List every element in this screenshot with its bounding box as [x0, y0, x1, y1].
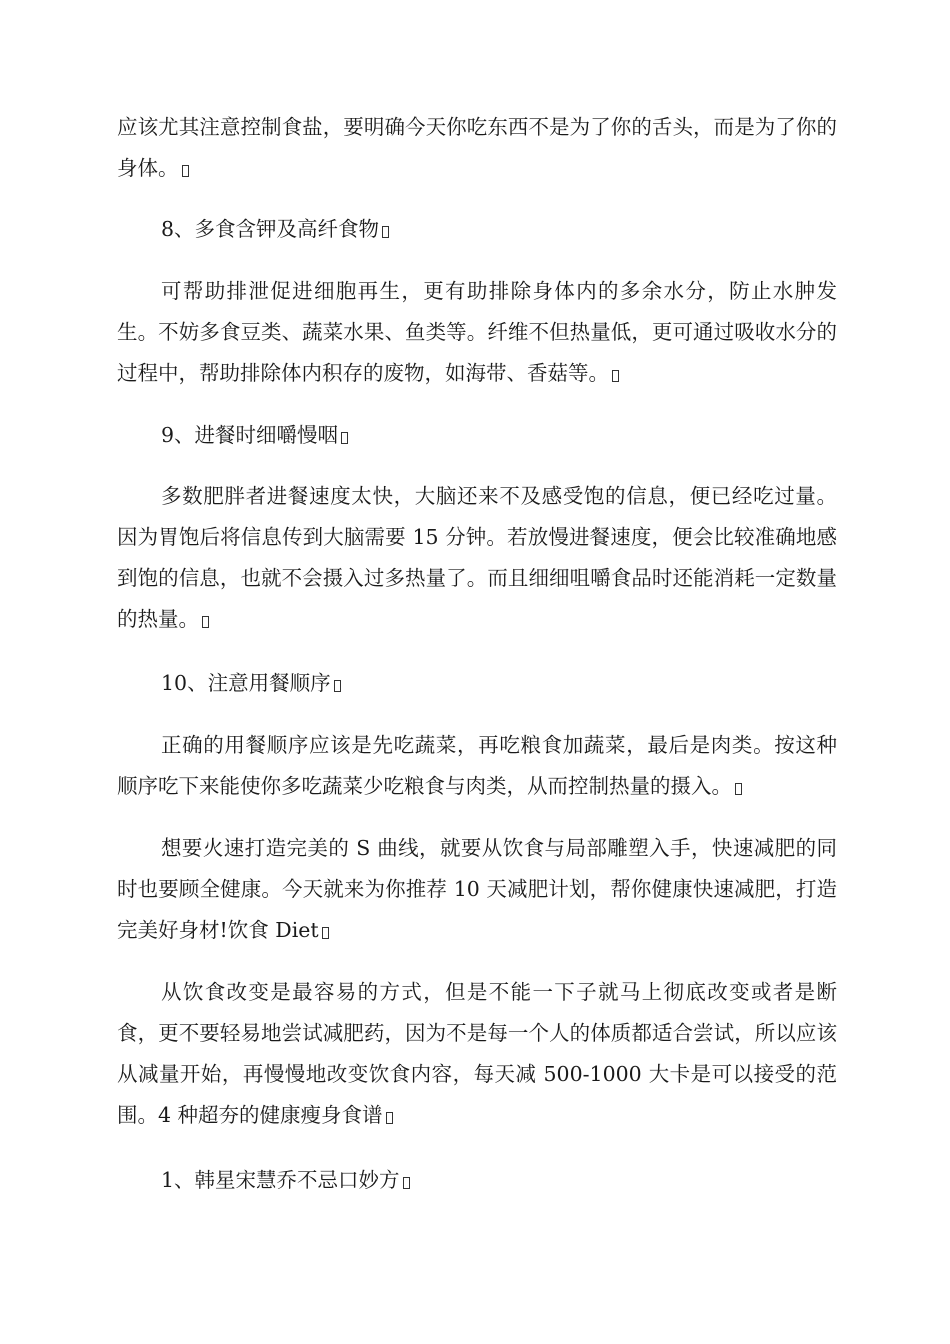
paragraph-mark-icon: [341, 432, 348, 444]
paragraph-mark-icon: [334, 680, 341, 692]
paragraph-8: 可帮助排泄促进细胞再生，更有助排除身体内的多余水分，防止水肿发生。不妨多食豆类、蔬菜水果、鱼类等。纤维不但热量低，更可通过吸收水分的过程中，帮助排除体内积存的废物，如海带、香菇等。: [117, 279, 837, 385]
paragraph-mark-icon: [735, 783, 742, 795]
heading-9: 9、进餐时细嚼慢咽: [117, 415, 837, 456]
paragraph-9: 多数肥胖者进餐速度太快，大脑还来不及感受饱的信息，便已经吃过量。因为胃饱后将信息传到大脑需要 15 分钟。若放慢进餐速度，便会比较准确地感到饱的信息，也就不会摄入过多热量了。而且细细咀嚼食品时还能消耗一定数量的热量。: [117, 484, 837, 631]
paragraph-mark-icon: [403, 1177, 410, 1189]
heading-8: 8、多食含钾及高纤食物: [117, 209, 837, 250]
paragraph-mark-icon: [182, 165, 189, 177]
heading-recipe-1: 1、韩星宋慧乔不忌口妙方: [117, 1160, 837, 1201]
paragraph-mark-icon: [202, 616, 209, 628]
paragraph-s-curve: 想要火速打造完美的 S 曲线，就要从饮食与局部雕塑入手，快速减肥的同时也要顾全健康。今天就来为你推荐 10 天减肥计划，帮你健康快速减肥，打造完美好身材!饮食 Diet: [117, 836, 837, 942]
paragraph-diet-change: 从饮食改变是最容易的方式，但是不能一下子就马上彻底改变或者是断食，更不要轻易地尝试减肥药，因为不是每一个人的体质都适合尝试，所以应该从减量开始，再慢慢地改变饮食内容，每天减 500-1000 大卡是可以接受的范围。4 种超夯的健康瘦身食谱: [117, 980, 837, 1127]
paragraph-mark-icon: [322, 927, 329, 939]
paragraph-10: 正确的用餐顺序应该是先吃蔬菜，再吃粮食加蔬菜，最后是肉类。按这种顺序吃下来能使你多吃蔬菜少吃粮食与肉类，从而控制热量的摄入。: [117, 733, 837, 798]
paragraph-mark-icon: [382, 226, 389, 238]
paragraph-mark-icon: [612, 370, 619, 382]
heading-10: 10、注意用餐顺序: [117, 663, 837, 704]
paragraph-salt-control: 应该尤其注意控制食盐，要明确今天你吃东西不是为了你的舌头，而是为了你的身体。: [117, 115, 837, 180]
paragraph-mark-icon: [386, 1112, 393, 1124]
